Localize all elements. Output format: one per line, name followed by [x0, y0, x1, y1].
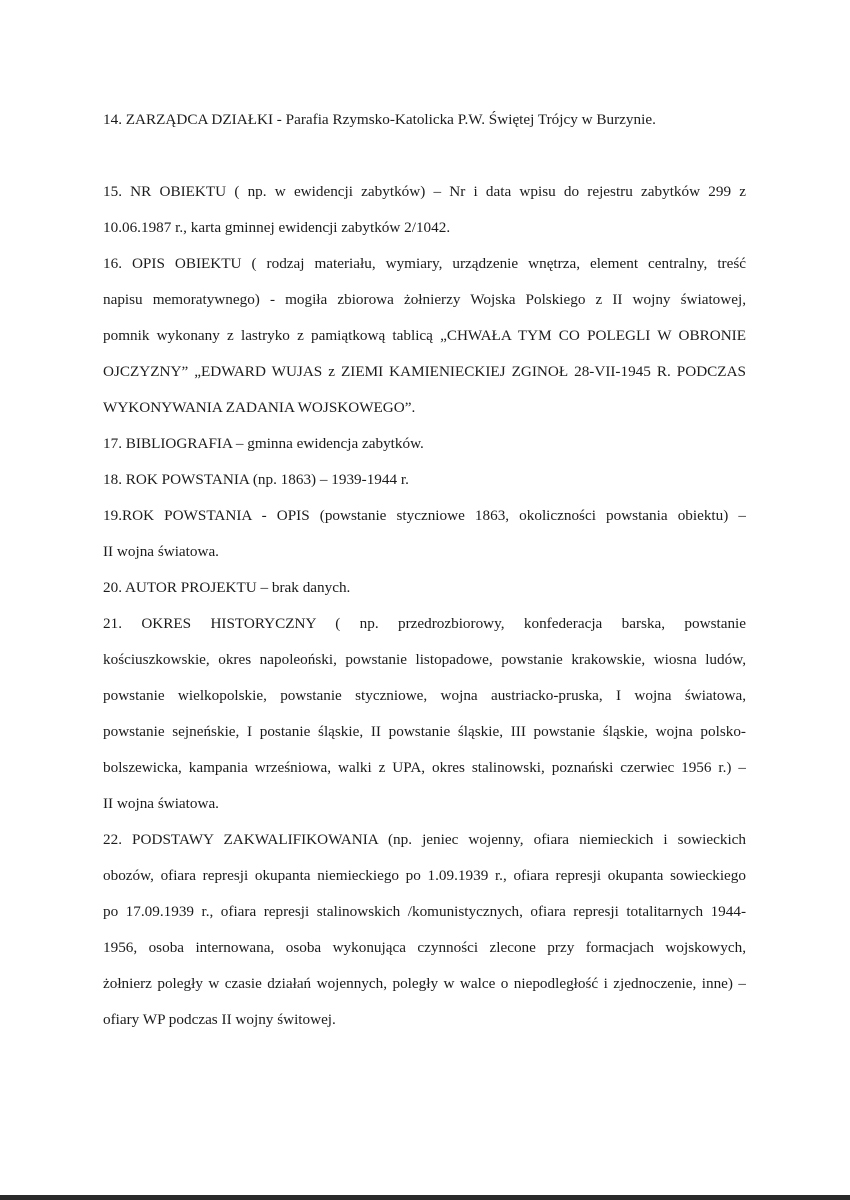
scan-bottom-edge [0, 1195, 850, 1200]
line-21b: kościuszkowskie, okres napoleoński, powstanie listopadowe, powstanie krakowskie, wiosna ludów, [103, 651, 746, 668]
line-21d: powstanie sejneńskie, I postanie śląskie, II powstanie śląskie, III powstanie śląskie, wojna polsko- [103, 723, 746, 740]
line-15a: 15. NR OBIEKTU ( np. w ewidencji zabytków) – Nr i data wpisu do rejestru zabytków 299 z [103, 183, 746, 200]
line-15b: 10.06.1987 r., karta gminnej ewidencji zabytków 2/1042. [103, 219, 451, 236]
line-21f: II wojna światowa. [103, 795, 219, 812]
line-18: 18. ROK POWSTANIA (np. 1863) – 1939-1944 r. [103, 471, 409, 488]
line-21a: 21. OKRES HISTORYCZNY ( np. przedrozbiorowy, konfederacja barska, powstanie [103, 615, 746, 632]
line-22c: po 17.09.1939 r., ofiara represji stalinowskich /komunistycznych, ofiara represji totalitarnych 1944- [103, 903, 746, 920]
line-16b: napisu memoratywnego) - mogiła zbiorowa żołnierzy Wojska Polskiego z II wojny światowej, [103, 291, 746, 308]
line-22f: ofiary WP podczas II wojny świtowej. [103, 1011, 336, 1028]
line-22a: 22. PODSTAWY ZAKWALIFIKOWANIA (np. jeniec wojenny, ofiara niemieckich i sowieckich [103, 831, 746, 848]
line-16e: WYKONYWANIA ZADANIA WOJSKOWEGO”. [103, 399, 416, 416]
line-19b: II wojna światowa. [103, 543, 219, 560]
line-22d: 1956, osoba internowana, osoba wykonująca czynności zlecone przy formacjach wojskowych, [103, 939, 746, 956]
line-14: 14. ZARZĄDCA DZIAŁKI - Parafia Rzymsko-Katolicka P.W. Świętej Trójcy w Burzynie. [103, 111, 656, 128]
line-22b: obozów, ofiara represji okupanta niemieckiego po 1.09.1939 r., ofiara represji okupanta sowieckiego [103, 867, 746, 884]
blank-line [103, 138, 746, 174]
line-17: 17. BIBLIOGRAFIA – gminna ewidencja zabytków. [103, 435, 424, 452]
line-22e: żołnierz poległy w czasie działań wojennych, poległy w walce o niepodległość i zjednoczenie, inne) – [103, 975, 746, 992]
line-20: 20. AUTOR PROJEKTU – brak danych. [103, 579, 351, 596]
line-16d: OJCZYZNY” „EDWARD WUJAS z ZIEMI KAMIENIECKIEJ ZGINOŁ 28-VII-1945 R. PODCZAS [103, 363, 746, 380]
line-21c: powstanie wielkopolskie, powstanie styczniowe, wojna austriacko-pruska, I wojna światowa, [103, 687, 746, 704]
line-21e: bolszewicka, kampania wrześniowa, walki z UPA, okres stalinowski, poznański czerwiec 1956 r.) – [103, 759, 746, 776]
line-16c: pomnik wykonany z lastryko z pamiątkową tablicą „CHWAŁA TYM CO POLEGLI W OBRONIE [103, 327, 746, 344]
document-body [103, 102, 746, 1038]
line-16a: 16. OPIS OBIEKTU ( rodzaj materiału, wymiary, urządzenie wnętrza, element centralny, treść [103, 255, 746, 272]
line-19a: 19.ROK POWSTANIA - OPIS (powstanie styczniowe 1863, okoliczności powstania obiektu) – [103, 507, 746, 524]
